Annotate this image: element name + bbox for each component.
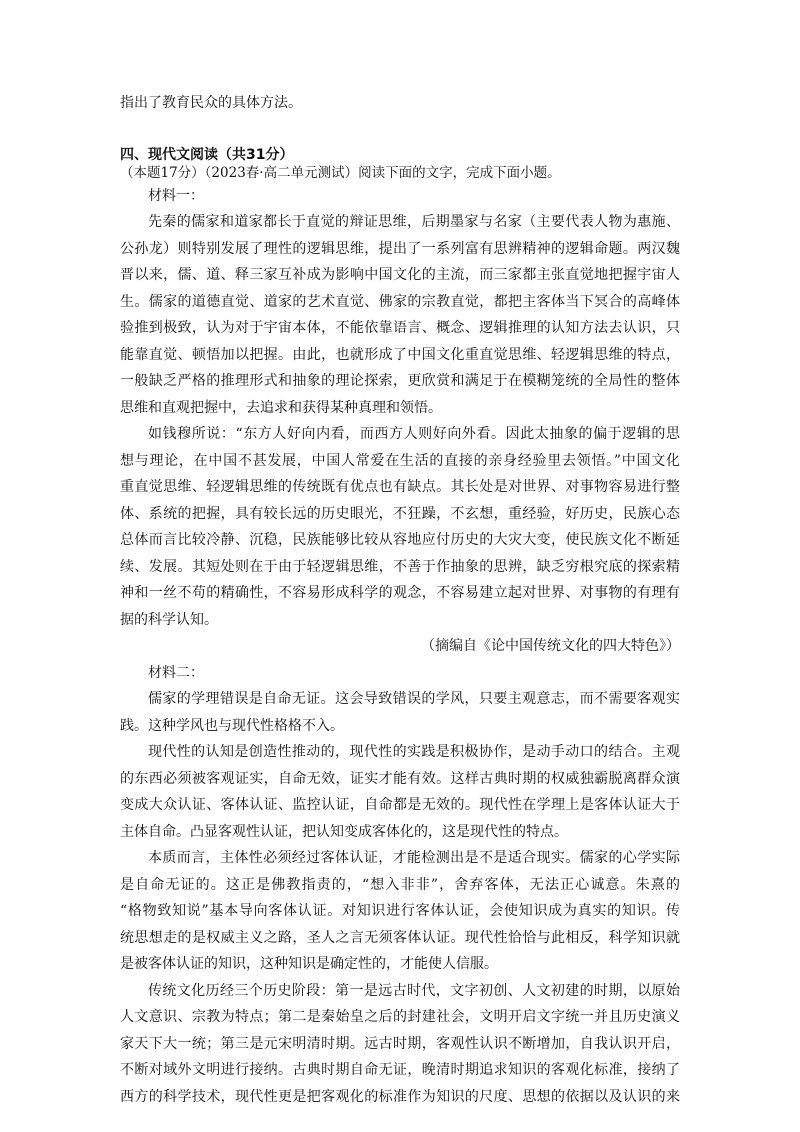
paragraph-line: 想与理论，在中国不甚发展，中国人常爱在生活的直接的亲身经验里去领悟。”中国文化	[120, 453, 680, 469]
section-heading: 四、现代文阅读（共31分）	[120, 147, 294, 163]
paragraph-line: 神和一丝不苟的精确性，不容易形成科学的观念，不容易建立起对世界、对事物的有理有	[120, 585, 680, 601]
material-two-label: 材料二：	[148, 665, 204, 681]
paragraph-line: 西方的科学技术，现代性更是把客观化的标准作为知识的尺度、思想的依据以及认识的来	[120, 1089, 680, 1105]
question-intro: （本题17分）（2023春·高二单元测试）阅读下面的文字，完成下面小题。	[120, 165, 561, 181]
paragraph-line: 人文意识、宗教为特点；第二是秦始皇之后的封建社会，文明开启文字统一并且历史演义	[120, 1009, 680, 1025]
paragraph-line: 验推到极致，认为对于宇宙本体，不能依靠语言、概念、逻辑推理的认知方法去认识，只	[120, 320, 680, 336]
paragraph-line: 现代性的认知是创造性推动的，现代性的实践是积极协作，是动手动口的结合。主观	[148, 744, 680, 760]
paragraph-line: 公孙龙）则特别发展了理性的逻辑思维，提出了一系列富有思辨精神的逻辑命题。两汉魏	[120, 241, 680, 257]
paragraph-line: 据的科学认知。	[120, 612, 218, 628]
paragraph-line: 思维和直观把握中，去追求和获得某种真理和领悟。	[120, 400, 442, 416]
paragraph-line: 传统文化历经三个历史阶段：第一是远古时代，文字初创、人文初建的时期，以原始	[148, 983, 680, 999]
paragraph-line: 儒家的学理错误是自命无证。这会导致错误的学风，只要主观意志，而不需要客观实	[148, 691, 680, 707]
source-citation: （摘编自《论中国传统文化的四大特色》）	[421, 638, 680, 654]
paragraph-line: 变成大众认证、客体认证、监控认证，自命都是无效的。现代性在学理上是客体认证大于	[120, 797, 680, 813]
paragraph-line: 一般缺乏严格的推理形式和抽象的理论探索，更欣赏和满足于在模糊笼统的全局性的整体	[120, 373, 680, 389]
paragraph-line: 重直觉思维、轻逻辑思维的传统既有优点也有缺点。其长处是对世界、对事物容易进行整	[120, 479, 680, 495]
paragraph-line: “格物致知说”基本导向客体认证。对知识进行客体认证，会使知识成为真实的知识。传	[120, 903, 680, 919]
paragraph-line: 如钱穆所说：“东方人好向内看，而西方人则好向外看。因此太抽象的偏于逻辑的思	[148, 426, 680, 442]
paragraph-line: 统思想走的是权威主义之路，圣人之言无须客体认证。现代性恰恰与此相反，科学知识就	[120, 930, 680, 946]
paragraph-line: 本质而言，主体性必须经过客体认证，才能检测出是不是适合现实。儒家的心学实际	[148, 850, 680, 866]
paragraph-line: 能靠直觉、顿悟加以把握。由此，也就形成了中国文化重直觉思维、轻逻辑思维的特点，	[120, 347, 680, 363]
paragraph-line: 不断对域外文明进行接纳。古典时期自命无证，晚清时期追求知识的客观化标准，接纳了	[120, 1062, 680, 1078]
paragraph-line: 体、系统的把握，具有较长远的历史眼光，不狂躁，不玄想，重经验，好历史，民族心态	[120, 506, 680, 522]
material-one-label: 材料一：	[148, 188, 204, 204]
paragraph-line: 主体自命。凸显客观性认证，把认知变成客体化的，这是现代性的特点。	[120, 824, 568, 840]
paragraph-line: 家天下大一统；第三是元宋明清时期。远古时期，客观性认识不断增加，自我认识开启，	[120, 1036, 680, 1052]
paragraph-line: 是被客体认证的知识，这种知识是确定性的，才能使人信服。	[120, 956, 498, 972]
paragraph-line: 践。这种学风也与现代性格格不入。	[120, 718, 344, 734]
paragraph-line: 续、发展。其短处则在于由于轻逻辑思维，不善于作抽象的思辨，缺乏穷根究底的探索精	[120, 559, 680, 575]
paragraph-line: 的东西必须被客观证实，自命无效，证实才能有效。这样古典时期的权威独霸脱离群众演	[120, 771, 680, 787]
paragraph-line: 总体而言比较冷静、沉稳，民族能够比较从容地应付历史的大灾大变，使民族文化不断延	[120, 532, 680, 548]
paragraph-line: 晋以来，儒、道、释三家互补成为影响中国文化的主流，而三家都主张直觉地把握宇宙人	[120, 267, 680, 283]
paragraph-line: 先秦的儒家和道家都长于直觉的辩证思维，后期墨家与名家（主要代表人物为惠施、	[148, 214, 680, 230]
paragraph-line: 是自命无证的。这正是佛教指责的，“想入非非”，舍弃客体，无法正心诚意。朱熹的	[120, 877, 680, 893]
paragraph-line: 生。儒家的道德直觉、道家的艺术直觉、佛家的宗教直觉，都把主客体当下冥合的高峰体	[120, 294, 680, 310]
previous-answer-fragment: 指出了教育民众的具体方法。	[120, 95, 302, 111]
